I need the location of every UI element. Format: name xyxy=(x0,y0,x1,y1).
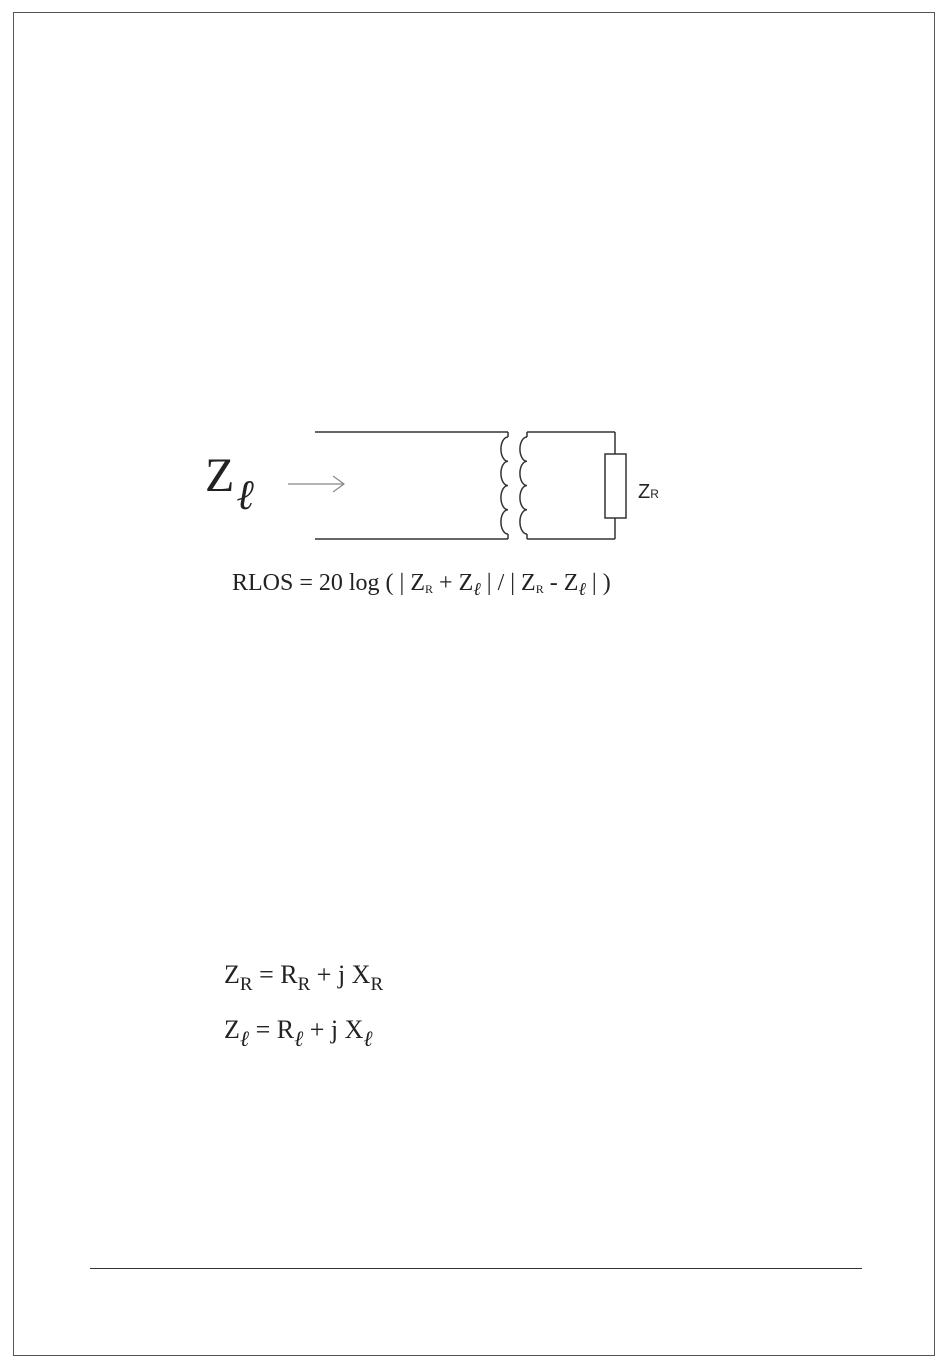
load-resistor-icon xyxy=(605,454,626,518)
equation-load-impedance: $Z_R = R_R + j$ $X_R$ xyxy=(224,960,384,995)
input-impedance-label xyxy=(205,449,254,519)
line-conductors xyxy=(315,432,508,539)
load-conductors xyxy=(527,432,615,539)
load-impedance-label xyxy=(638,481,659,503)
equation-line-impedance: $Z_\ell = R_\ell + j$ $X_\ell$ xyxy=(224,1015,373,1052)
input-impedance-subscript: ℓ xyxy=(236,470,254,519)
load-impedance-subscript: R xyxy=(650,487,659,501)
input-impedance-symbol: Z xyxy=(205,449,235,502)
return-loss-formula: RLOS = 20 log ( | ZR + $Z_\ell$ | / | ZR - $Z_\ell$ | ) xyxy=(232,570,611,600)
load-impedance-symbol: Z xyxy=(638,481,651,503)
footer-rule xyxy=(90,1268,862,1269)
primary-winding-icon xyxy=(501,437,508,534)
direction-arrow-icon xyxy=(288,476,344,492)
secondary-winding-icon xyxy=(520,437,527,534)
